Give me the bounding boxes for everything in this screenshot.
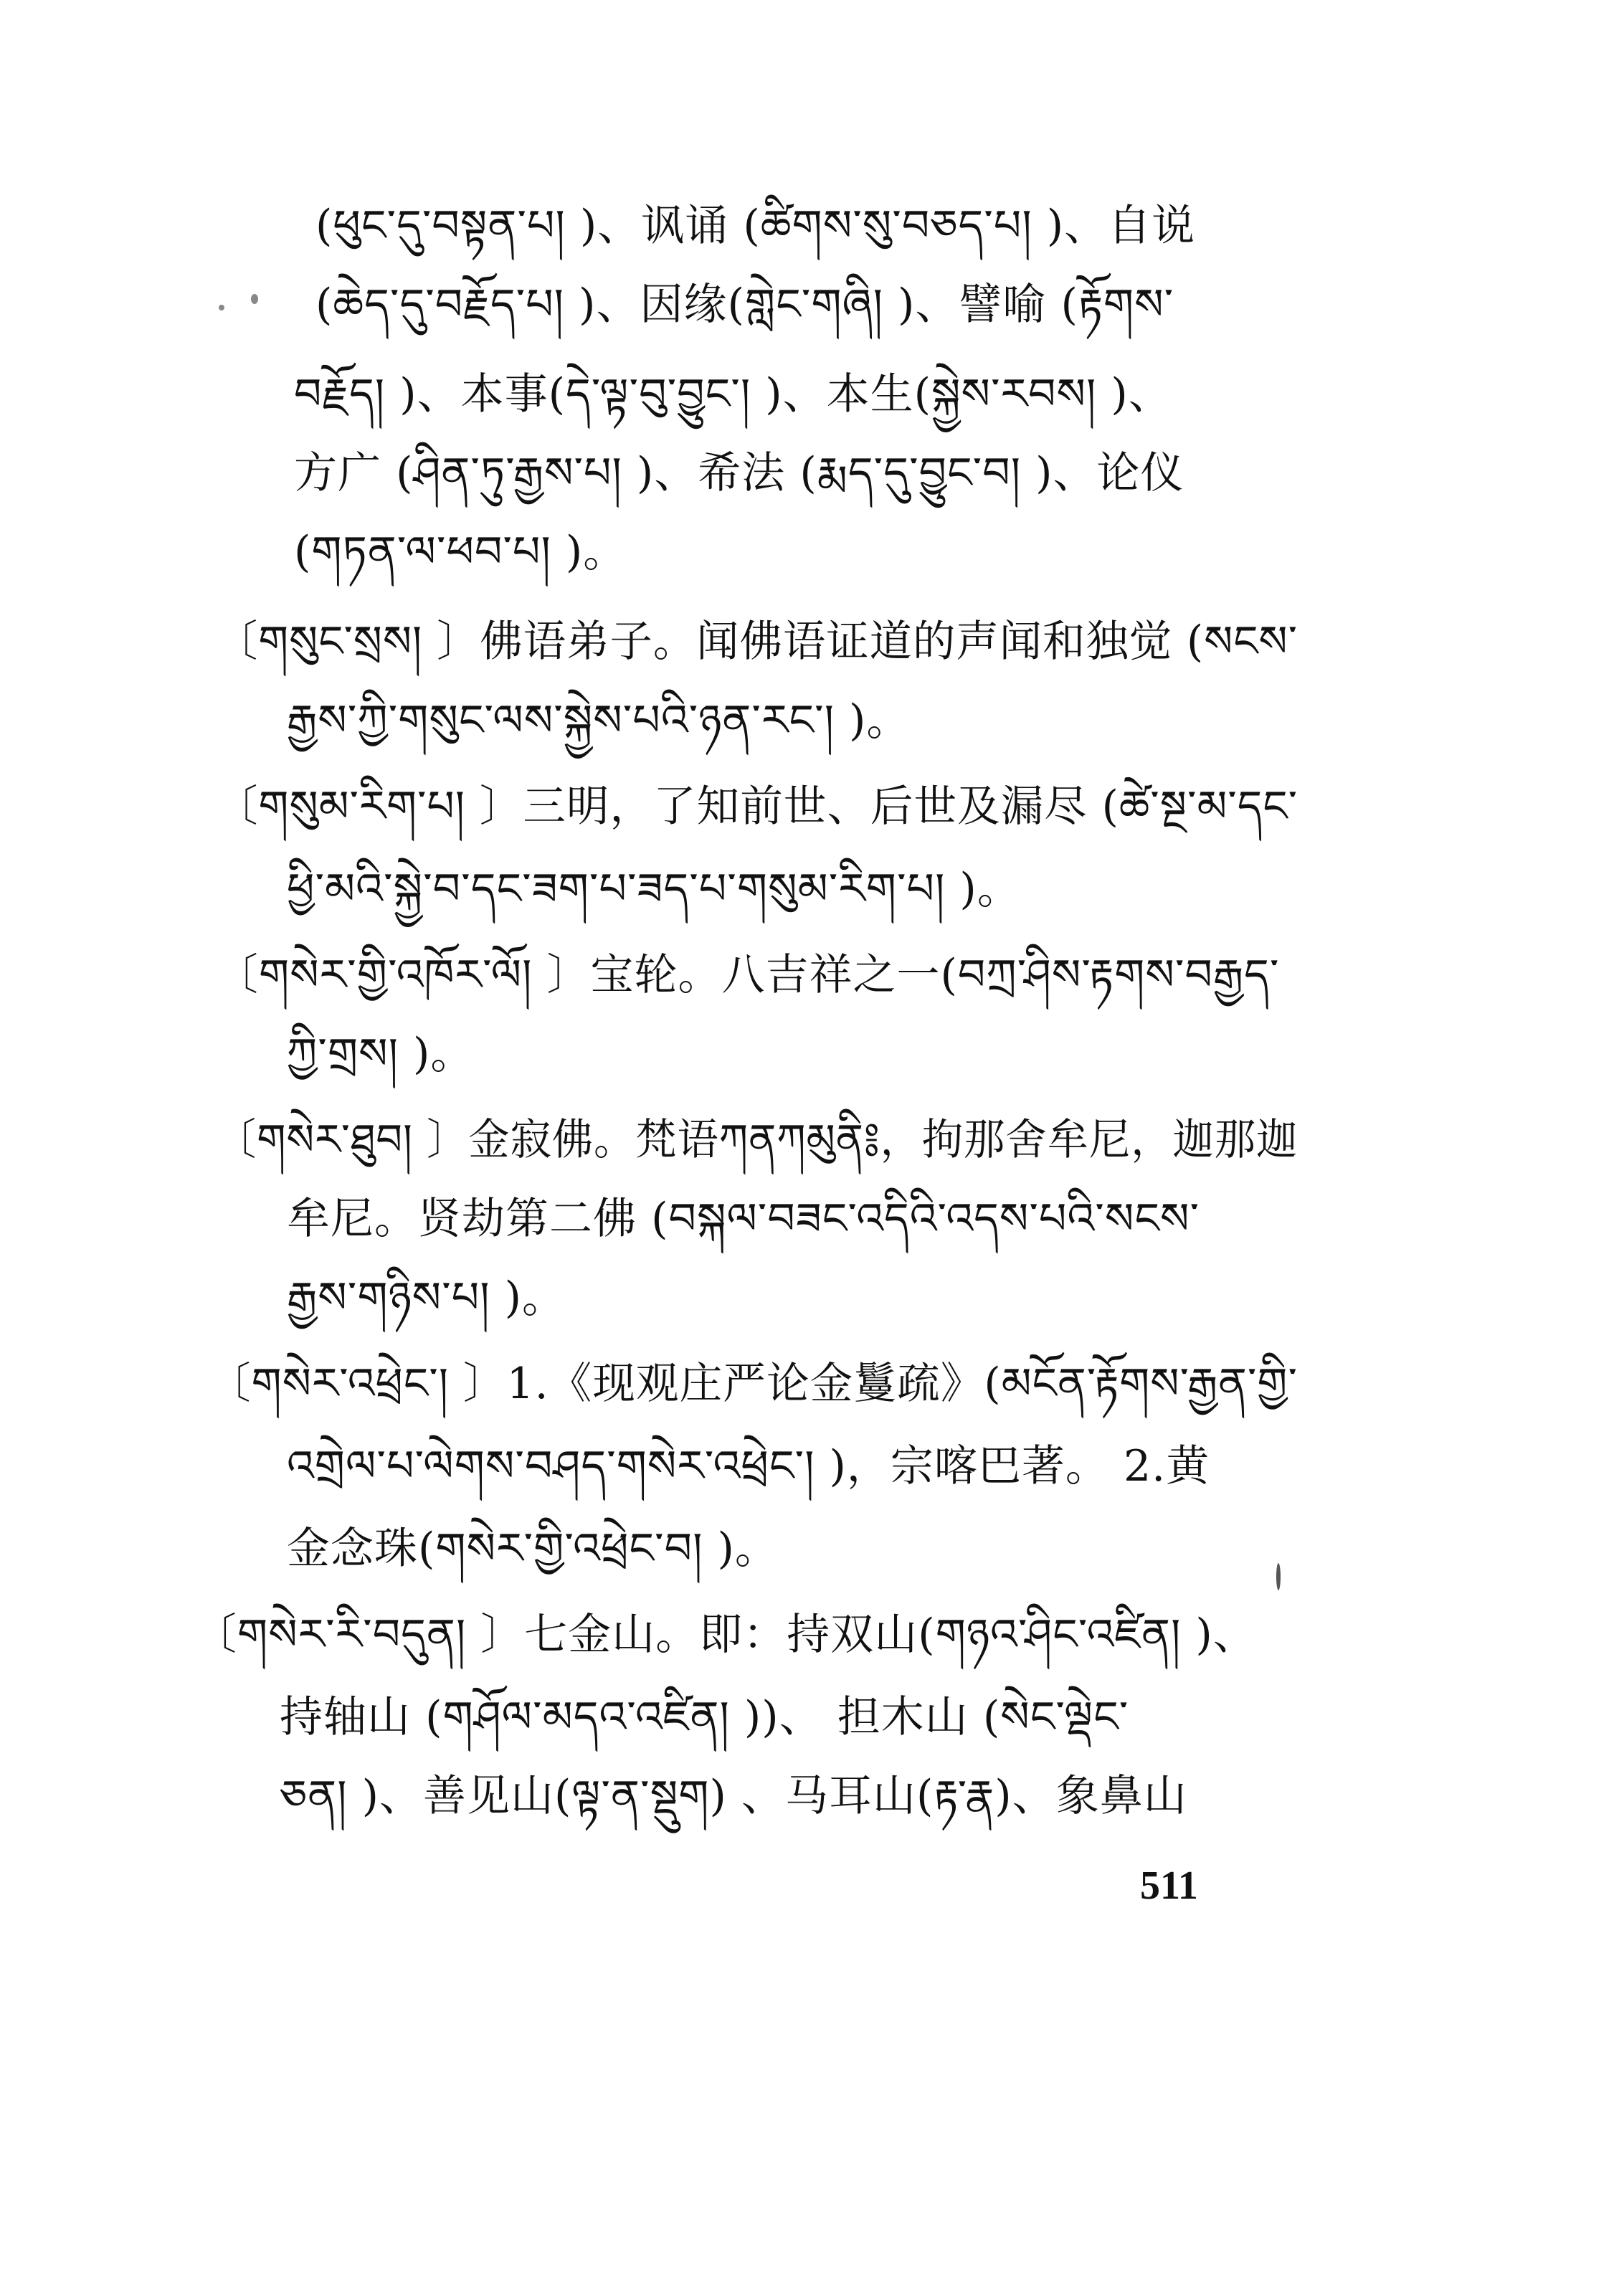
text-line: 〔གསེར་གྱི་འཁོར་ལོ། 〕宝轮。八吉祥之一(བཀྲ་ཤིས་རྟགས་བརྒྱད་ xyxy=(215,950,1280,1000)
text-line: བརྗོད། )、本事(དེ་ལྟ་བུ་བྱུང་། )、本生(སྐྱེས་རབས། )、 xyxy=(294,369,1172,419)
text-line: ཀྱི་གྲས། )。 xyxy=(287,1029,475,1079)
text-line: (ཆེད་དུ་བརྗོད་པ། )、因缘(གླེང་གཞི། )、譬喻 (རྟོགས་ xyxy=(315,280,1174,330)
text-line: ཕྱི་མའི་སྐྱེ་བ་དང་ཟག་པ་ཟད་པ་གསུམ་རིག་པ། )。 xyxy=(287,864,1021,914)
text-line: 持轴山 (གཤོལ་མདའ་འཛིན། ))、 担木山 (སེང་ལྡེང་ xyxy=(280,1692,1129,1742)
text-line: 〔གསེར་འཕྲེང་། 〕1.《现观庄严论金鬘疏》(མངོན་རྟོགས་རྒྱན་གྱི་ xyxy=(208,1359,1298,1409)
text-line: 牟尼。贤劫第二佛 (བསྐལ་བཟང་འདིའི་འདས་པའི་སངས་ xyxy=(287,1194,1200,1244)
text-line: 〔གསེར་ཐུབ། 〕金寂佛。梵语ཀནཀམུནི༔，拘那舍牟尼，迦那迦 xyxy=(215,1115,1298,1165)
text-line: 金念珠(གསེར་གྱི་འཕྲེང་བ། )。 xyxy=(287,1524,779,1574)
text-line: རྒྱས་ཀྱི་གསུང་ལས་སྐྱེས་པའི་ཉན་རང་། )。 xyxy=(287,696,911,746)
text-line: འགྲེལ་པ་ལེགས་བཤད་གསེར་འཕྲེང་། )，宗喀巴著。 2.黄 xyxy=(287,1441,1210,1491)
text-line: 〔གསེར་རི་བདུན། 〕七金山。即：持双山(གཉའ་ཤིང་འཛིན། )、 xyxy=(194,1610,1257,1660)
scan-speck xyxy=(1276,1563,1281,1590)
text-line: 〔གསུམ་རིག་པ། 〕三明，了知前世、后世及漏尽 (ཚེ་སྔ་མ་དང་ xyxy=(215,782,1298,832)
text-line: 〔གསུང་སྲས། 〕佛语弟子。闻佛语证道的声闻和独觉 (སངས་ xyxy=(215,617,1298,667)
scan-speck xyxy=(219,305,224,310)
text-line: 方广 (ཤིན་ཏུ་རྒྱས་པ། )、希法 (རྨད་དུ་བྱུང་བ། )、论仪 xyxy=(294,448,1184,498)
page-number: 511 xyxy=(1140,1864,1198,1908)
text-line: རྒྱས་གཉིས་པ། )。 xyxy=(287,1273,566,1323)
text-line: ཅན། )、善见山(ལྟ་ན་སྡུག) 、马耳山(རྟ་རྣ)、象鼻山 xyxy=(280,1771,1187,1821)
text-line: (གཏན་ལ་ཕབ་པ། )。 xyxy=(294,527,627,577)
text-line: (ཕུང་དུ་བསྟན་པ། )、讽诵 (ཚིགས་སུ་བཅད་པ། )、自说 xyxy=(315,201,1196,251)
scan-speck xyxy=(251,294,258,304)
